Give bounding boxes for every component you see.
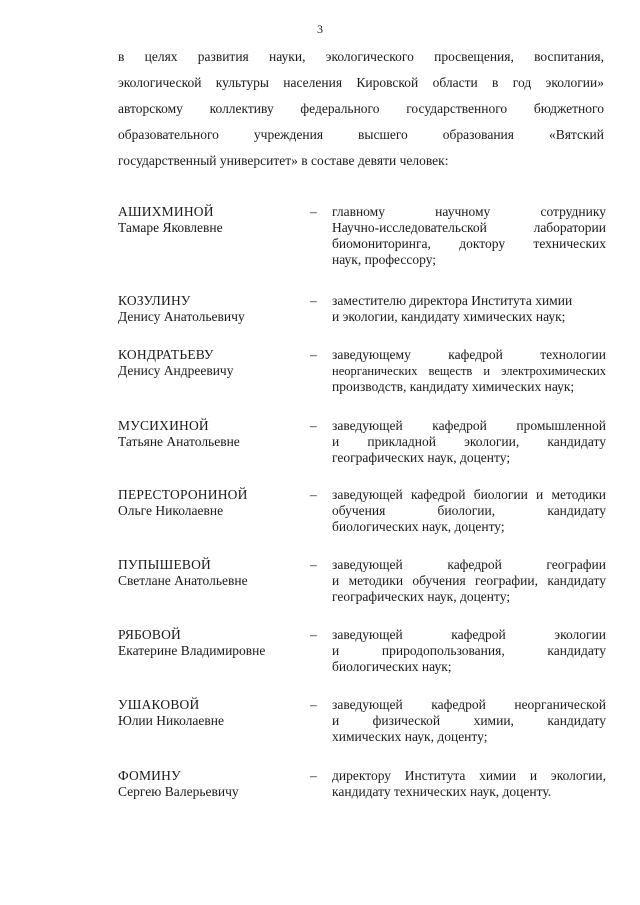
position-line: и прикладной экологии, кандидату xyxy=(332,434,606,449)
recipient-name xyxy=(118,293,308,325)
position-line: географических наук, доценту; xyxy=(332,589,511,604)
position-line: заведующей кафедрой биологии и методики xyxy=(332,487,606,502)
dash: – xyxy=(310,557,317,572)
position-line: биологических наук, доценту; xyxy=(332,519,505,534)
intro-line: экологической культуры населения Кировской области в год экологии» xyxy=(118,75,604,90)
position-line: заведующей кафедрой неорганической xyxy=(332,697,606,712)
dash: – xyxy=(310,204,317,219)
position-line: и природопользования, кандидату xyxy=(332,643,606,658)
position-line: заведующему кафедрой технологии xyxy=(332,347,606,362)
recipient-position xyxy=(332,204,606,268)
recipient-given-name: Ольге Николаевне xyxy=(118,503,224,518)
recipient-name xyxy=(118,418,308,450)
recipient-given-name: Денису Андреевичу xyxy=(118,363,234,378)
recipient-surname: ПУПЫШЕВОЙ xyxy=(118,557,211,572)
position-line: кандидату технических наук, доценту. xyxy=(332,784,552,799)
recipient-position xyxy=(332,347,606,395)
recipient-position xyxy=(332,557,606,605)
dash: – xyxy=(310,293,317,308)
position-line: и методики обучения географии, кандидату xyxy=(332,573,606,588)
recipient-given-name: Тамаре Яковлевне xyxy=(118,220,223,235)
recipient-given-name: Денису Анатольевичу xyxy=(118,309,245,324)
recipient-given-name: Сергею Валерьевичу xyxy=(118,784,239,799)
position-line: неорганических веществ и электрохимических xyxy=(332,364,606,378)
dash: – xyxy=(310,627,317,642)
recipient-surname: МУСИХИНОЙ xyxy=(118,418,209,433)
recipient-surname: АШИХМИНОЙ xyxy=(118,204,214,219)
recipient-name xyxy=(118,347,308,379)
recipient-name xyxy=(118,627,308,659)
recipient-name xyxy=(118,768,308,800)
position-line: главному научному сотруднику xyxy=(332,204,606,219)
recipient-surname: ФОМИНУ xyxy=(118,768,181,783)
intro-line: в целях развития науки, экологического просвещения, воспитания, xyxy=(118,49,604,64)
position-line: географических наук, доценту; xyxy=(332,450,511,465)
dash: – xyxy=(310,487,317,502)
position-line: директору Института химии и экологии, xyxy=(332,768,606,783)
position-line: химических наук, доценту; xyxy=(332,729,488,744)
recipient-name xyxy=(118,697,308,729)
position-line: и экологии, кандидату химических наук; xyxy=(332,309,566,324)
intro-paragraph xyxy=(118,44,604,174)
recipient-name xyxy=(118,557,308,589)
recipient-surname: ПЕРЕСТОРОНИНОЙ xyxy=(118,487,248,502)
position-line: биомониторинга, доктору технических xyxy=(332,236,606,251)
recipient-given-name: Екатерине Владимировне xyxy=(118,643,266,658)
position-line: заместителю директора Института химии xyxy=(332,293,573,308)
recipient-name xyxy=(118,487,308,519)
dash: – xyxy=(310,418,317,433)
recipient-position xyxy=(332,293,606,325)
recipient-surname: КОНДРАТЬЕВУ xyxy=(118,347,214,362)
position-line: наук, профессору; xyxy=(332,252,437,267)
position-line: заведующей кафедрой промышленной xyxy=(332,418,606,433)
position-line: производств, кандидату химических наук; xyxy=(332,379,575,394)
position-line: Научно-исследовательской лаборатории xyxy=(332,220,606,235)
recipient-given-name: Юлии Николаевне xyxy=(118,713,224,728)
dash: – xyxy=(310,697,317,712)
position-line: заведующей кафедрой экологии xyxy=(332,627,606,642)
recipient-given-name: Светлане Анатольевне xyxy=(118,573,248,588)
recipient-position xyxy=(332,697,606,745)
recipient-name xyxy=(118,204,308,236)
recipient-position xyxy=(332,627,606,675)
dash: – xyxy=(310,347,317,362)
recipient-surname: КОЗУЛИНУ xyxy=(118,293,191,308)
dash: – xyxy=(310,768,317,783)
intro-line: образовательного учреждения высшего образования «Вятский xyxy=(118,127,604,142)
recipient-surname: УШАКОВОЙ xyxy=(118,697,200,712)
position-line: биологических наук; xyxy=(332,659,452,674)
position-line: и физической химии, кандидату xyxy=(332,713,606,728)
recipient-given-name: Татьяне Анатольевне xyxy=(118,434,240,449)
position-line: обучения биологии, кандидату xyxy=(332,503,606,518)
recipient-position xyxy=(332,418,606,466)
page-number: 3 xyxy=(317,22,323,36)
recipient-position xyxy=(332,768,606,800)
recipient-position xyxy=(332,487,606,535)
position-line: заведующей кафедрой географии xyxy=(332,557,606,572)
recipient-surname: РЯБОВОЙ xyxy=(118,627,181,642)
intro-line: авторскому коллективу федерального государственного бюджетного xyxy=(118,101,604,116)
intro-line: государственный университет» в составе девяти человек: xyxy=(118,153,449,168)
